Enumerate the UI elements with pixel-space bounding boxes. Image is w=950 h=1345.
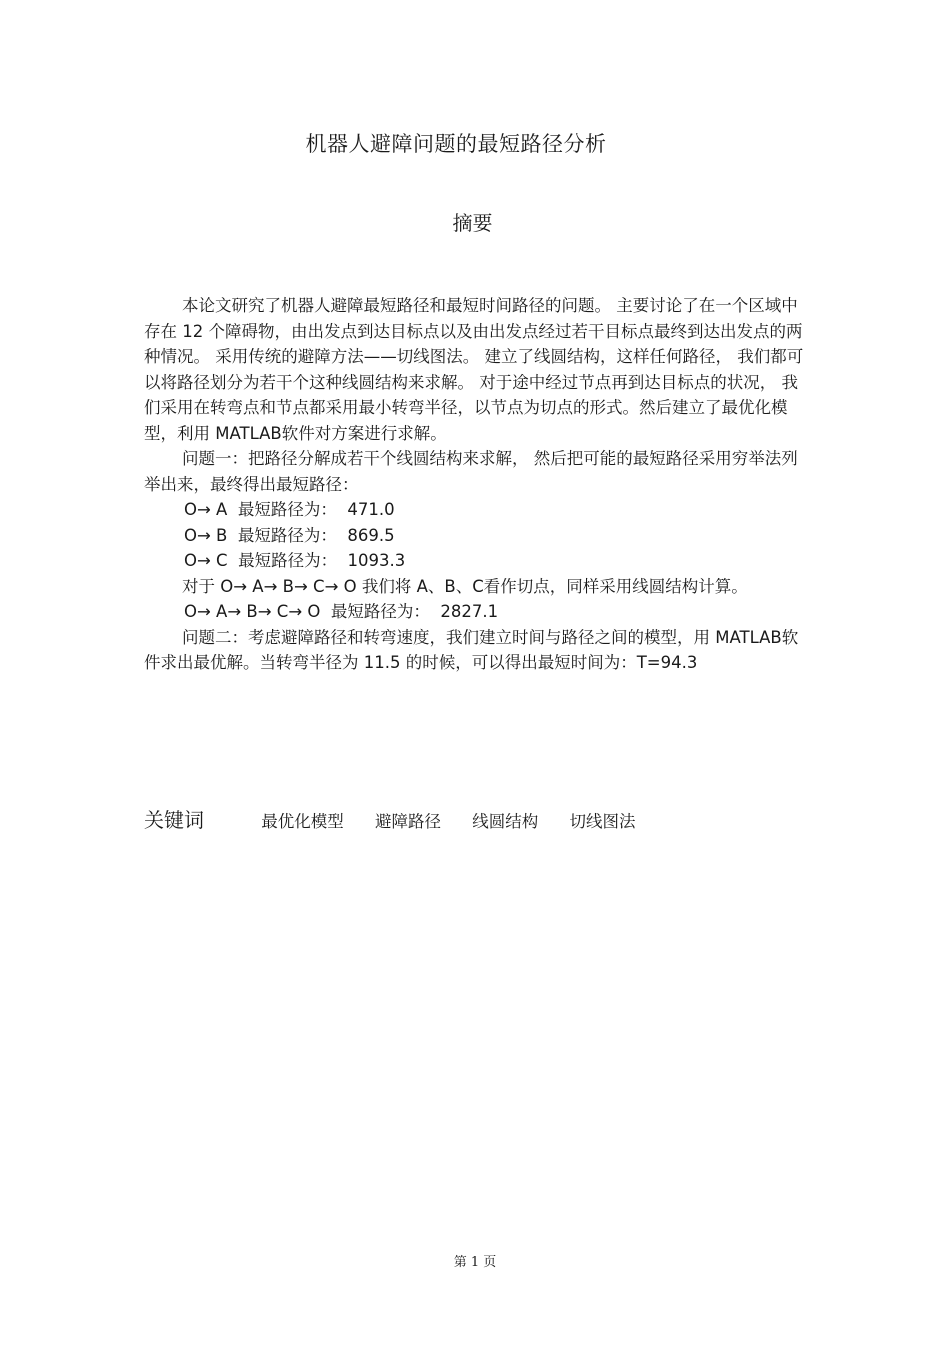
result-line-o-b: O→ B 最短路径为： 869.5 (184, 525, 395, 545)
loop-paragraph: 对于 O→ A→ B→ C→ O 我们将 A、B、C看作切点，同样采用线圆结构计算。 (182, 576, 748, 596)
page-number-footer: 第 1 页 (453, 1255, 497, 1270)
abstract-body (144, 293, 809, 676)
paper-title: 机器人避障问题的最短路径分析 (305, 132, 607, 156)
loop-result-line: O→ A→ B→ C→ O 最短路径为： 2827.1 (184, 602, 499, 621)
keyword-item: 避障路径 (375, 812, 441, 831)
keywords-label: 关键词 (144, 808, 204, 832)
keywords-row (144, 804, 662, 833)
keyword-item: 切线图法 (569, 812, 636, 831)
keyword-item: 线圆结构 (472, 812, 539, 831)
abstract-heading: 摘要 (452, 211, 493, 235)
question-two-paragraph: 问题二：考虑避障路径和转弯速度，我们建立时间与路径之间的模型，用 MATLAB软件求出最优解。当转弯半径为 11.5 的时候，可以得出最短时间为：T=94.3 (144, 627, 799, 672)
result-line-o-a: O→ A 最短路径为： 471.0 (184, 500, 395, 519)
question-one-paragraph: 问题一：把路径分解成若干个线圆结构来求解， 然后把可能的最短路径采用穷举法列举出来，最终得出最短路径： (144, 449, 798, 494)
abstract-intro-paragraph: 本论文研究了机器人避障最短路径和最短时间路径的问题。 主要讨论了在一个区域中存在 12 个障碍物，由出发点到达目标点以及由出发点经过若干目标点最终到达出发点的两种情况。 采用传统的避障方法——切线图法。 建立了线圆结构，这样任何路径， 我们都可以将路径划分为若干个这种线圆结构来求解。 对于途中经过节点再到达目标点的状况， 我们采用在转弯点和节点都采用最小转弯半径，以节点为切点的形式。然后建立了最优化模型，利用 MATLAB软件对方案进行求解。 (144, 296, 804, 443)
keyword-item: 最优化模型 (261, 812, 344, 831)
result-line-o-c: O→ C 最短路径为： 1093.3 (184, 551, 406, 570)
